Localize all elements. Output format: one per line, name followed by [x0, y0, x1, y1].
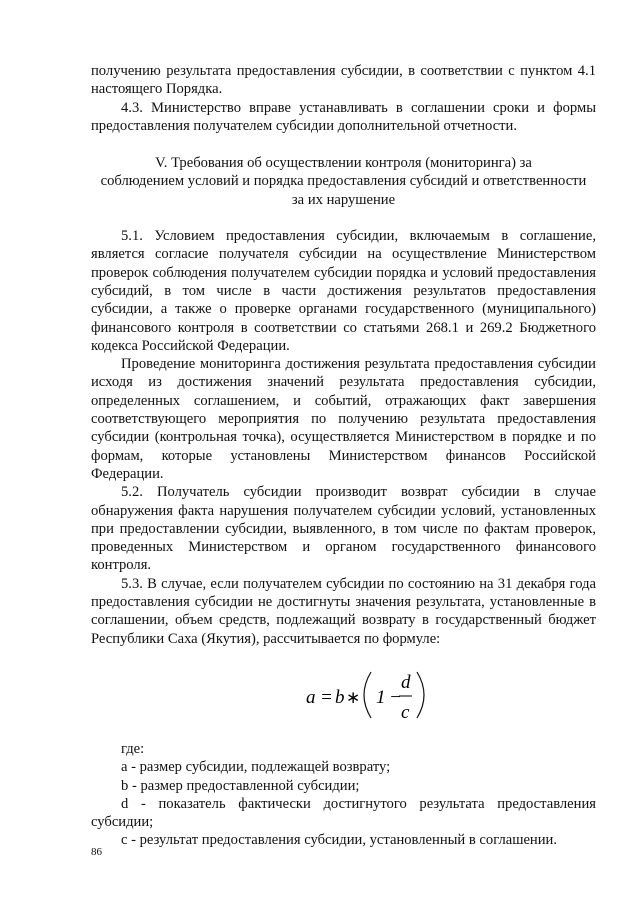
- paragraph-4-3: 4.3. Министерство вправе устанавливать в соглашении сроки и формы предоставления получателем субсидии дополнительной отчетности.: [91, 99, 596, 134]
- legend-b: b - размер предоставленной субсидии;: [121, 777, 360, 794]
- formula-graphic: [91, 652, 596, 738]
- formula-legend: [91, 740, 596, 850]
- legend-d: d - показатель фактически достигнутого результата предоставления субсидии;: [91, 795, 596, 831]
- section-title-line-1: V. Требования об осуществлении контроля (мониторинга) за: [155, 155, 532, 172]
- legend-a: a - размер субсидии, подлежащей возврату;: [121, 759, 391, 776]
- formula-denominator: c: [401, 701, 410, 723]
- paragraph-5-3: 5.3. В случае, если получателем субсидии по состоянию на 31 декабря года предоставления субсидии не достигнуты значения результата, установленные в соглашении, объем средств, подлежащий возврату в государственный бюджет Республики Саха (Якутия), рассчитывается по формуле:: [91, 575, 596, 647]
- formula-minus: −: [389, 686, 402, 708]
- section-title-line-3: за их нарушение: [291, 191, 396, 208]
- paragraph-4-2-end: получению результата предоставления субсидии, в соответствии с пунктом 4.1 настоящего Порядка.: [91, 63, 596, 98]
- formula-a: a: [306, 686, 316, 708]
- legend-where: где:: [121, 740, 145, 757]
- formula-multiply: ∗: [346, 687, 361, 708]
- paragraph-5-1: 5.1. Условием предоставления субсидии, включаемым в соглашение, является согласие получателя субсидии на осуществление Министерством проверок соблюдения получателем субсидии порядка и условий предоставления субсидий, в том числе в части достижения результатов предоставления субсидии, а также о проверке органами государственного (муниципального) финансового контроля в соответствии со статьями 268.1 и 269.2 Бюджетного кодекса Российской Федерации.: [91, 228, 596, 354]
- paragraph-5-2: 5.2. Получатель субсидии производит возврат субсидии в случае обнаружения факта нарушения получателем субсидии условий, установленных при предоставлении субсидии, выявленного, в том числе по фактам проверок, проведенных Министерством и органом государственного финансового контроля.: [91, 484, 596, 574]
- legend-c: c - результат предоставления субсидии, установленный в соглашении.: [121, 832, 558, 849]
- formula-b: b: [335, 686, 345, 708]
- refund-formula: [91, 652, 596, 738]
- formula-numerator: d: [401, 671, 411, 693]
- paragraph-monitoring: Проведение мониторинга достижения результата предоставления субсидии исходя из достижения значений результата предоставления субсидии, определенных соглашением, и событий, отражающих факт завершения соответствующего мероприятия по получению результата предоставления субсидии (контрольная точка), осуществляется Министерством в порядке и по формам, которые установлены Министерством финансов Российской Федерации.: [91, 356, 596, 482]
- section-heading: [91, 154, 596, 209]
- formula-equals: =: [320, 686, 333, 708]
- document-content: [91, 62, 596, 850]
- formula-right-paren: [417, 672, 424, 718]
- section-title-line-2: соблюдением условий и порядка предоставления субсидий и ответственности: [100, 173, 587, 190]
- formula-one: 1: [376, 686, 386, 708]
- page-number: 86: [91, 846, 102, 858]
- formula-left-paren: [364, 672, 371, 718]
